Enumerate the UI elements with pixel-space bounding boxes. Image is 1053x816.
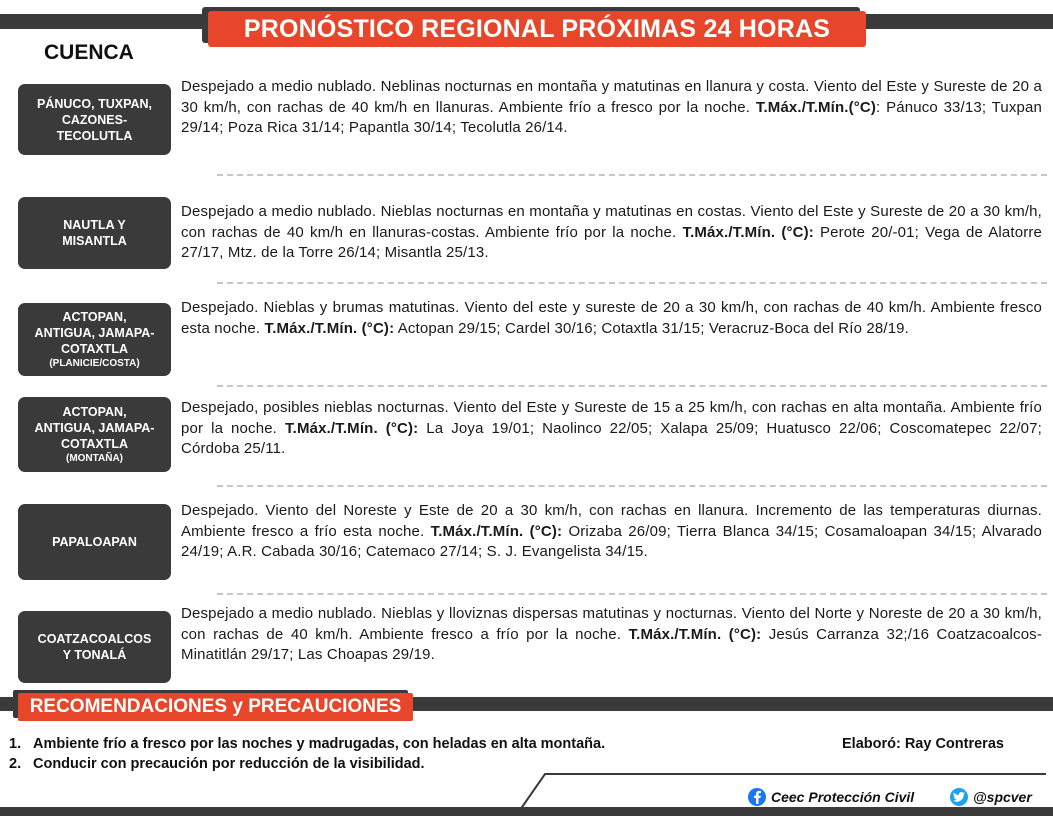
temps-values: : Pánuco 33/13; Tuxpan 29/14; Poza Rica 31/14; Papantla 30/14; Tecolutla 26/14.	[181, 98, 1042, 136]
region-name-line: ACTOPAN,	[62, 310, 127, 324]
twitter-icon	[950, 788, 968, 806]
row-separator	[217, 282, 1047, 284]
temps-label: T.Máx./T.Mín.(°C)	[755, 98, 877, 116]
row-separator	[217, 174, 1047, 176]
region-forecast	[181, 501, 1042, 563]
temps-label: T.Máx./T.Mín. (°C):	[430, 522, 563, 540]
region-name-line: CAZONES-	[61, 112, 128, 127]
region-name-line: Y TONALÁ	[62, 648, 127, 662]
temps-label: T.Máx./T.Mín. (°C):	[628, 625, 762, 643]
recommendation-item: 2. Conducir con precaución por reducción de la visibilidad.	[9, 756, 425, 772]
forecast-text: Despejado a medio nublado. Neblinas nocturnas en montaña y matutinas en llanura y costa. Viento del Este y Sureste de 20 a 30 km/h, con rachas de 40 km/h en llanuras. Ambiente frío a fresco por la noche.	[181, 78, 1042, 116]
forecast-text: Despejado, posibles nieblas nocturnas. Viento del Este y Sureste de 15 a 25 km/h, con rachas en alta montaña. Ambiente frío por la noche.	[181, 399, 1042, 437]
row-separator	[217, 593, 1047, 595]
region-subzone: (PLANICIE/COSTA)	[49, 358, 140, 369]
region-name-line: MISANTLA	[62, 234, 127, 248]
region-name-line: ANTIGUA, JAMAPA-	[34, 326, 155, 340]
facebook-label: Ceec Protección Civil	[771, 789, 915, 805]
forecast-text: Despejado a medio nublado. Nieblas nocturnas en montaña y matutinas en costas. Viento del Este y Sureste de 20 a 30 km/h, con rachas de 40 km/h en llanuras-costas. Ambiente frío por la noche.	[181, 203, 1042, 241]
region-label	[18, 504, 171, 580]
temps-values: Perote 20/-01; Vega de Alatorre 27/17, Mtz. de la Torre 26/14; Misantla 25/13.	[181, 223, 1042, 261]
author-credit: Elaboró: Ray Contreras	[842, 736, 1004, 752]
region-name-line: NAUTLA Y	[63, 218, 126, 232]
region-label	[18, 397, 171, 472]
facebook-icon	[748, 788, 766, 806]
temps-label: T.Máx./T.Mín. (°C):	[284, 419, 419, 437]
temps-values: Jesús Carranza 32;/16 Coatzacoalcos-Minatitlán 29/17; Las Choapas 29/19.	[181, 625, 1042, 663]
temps-values: La Joya 19/01; Naolinco 22/05; Xalapa 25/09; Huatusco 22/06; Coscomatepec 22/07; Córdoba 25/11.	[181, 419, 1042, 457]
page-title: PRONÓSTICO REGIONAL PRÓXIMAS 24 HORAS	[208, 11, 866, 47]
region-label	[18, 84, 171, 155]
region-name-line: COATZACOALCOS	[37, 632, 152, 646]
region-subzone: (MONTAÑA)	[65, 453, 124, 464]
region-forecast	[181, 298, 1042, 339]
region-forecast	[181, 202, 1042, 264]
region-name-line: TECOLUTLA	[56, 128, 133, 143]
temps-label: T.Máx./T.Mín. (°C):	[682, 223, 814, 241]
temps-values: Actopan 29/15; Cardel 30/16; Cotaxtla 31/15; Veracruz-Boca del Río 28/19.	[394, 319, 909, 337]
recommendation-item: 1. Ambiente frío a fresco por las noches y madrugadas, con heladas en alta montaña.	[9, 736, 606, 752]
row-separator	[217, 485, 1047, 487]
region-label	[18, 303, 171, 376]
region-label	[18, 197, 171, 269]
region-label	[18, 611, 171, 683]
region-name-line: ANTIGUA, JAMAPA-	[34, 421, 155, 435]
row-separator	[217, 385, 1047, 387]
recommendations-title: RECOMENDACIONES y PRECAUCIONES	[18, 693, 413, 721]
forecast-text: Despejado. Viento del Noreste y Este de 20 a 30 km/h, con rachas en llanura. Incremento de las temperaturas diurnas. Ambiente fresco a frío esta noche.	[181, 502, 1042, 540]
facebook-link[interactable]	[748, 788, 914, 806]
region-name-line: PÁNUCO, TUXPAN,	[36, 96, 153, 111]
twitter-label: @spcver	[973, 789, 1032, 805]
region-name-line: COTAXTLA	[60, 342, 129, 356]
temps-label: T.Máx./T.Mín. (°C):	[264, 319, 395, 337]
region-forecast	[181, 604, 1042, 666]
region-name-line: PAPALOAPAN	[52, 535, 137, 549]
cuenca-label: CUENCA	[44, 41, 134, 64]
twitter-link[interactable]	[950, 788, 1032, 806]
temps-values: Orizaba 26/09; Tierra Blanca 34/15; Cosamaloapan 34/15; Alvarado 24/19; A.R. Cabada 30/16; Catemaco 27/14; S. J. Evangelista 34/15.	[181, 522, 1042, 560]
forecast-text: Despejado. Nieblas y brumas matutinas. Viento del este y sureste de 20 a 30 km/h, con rachas de 40 km/h. Ambiente fresco esta noche.	[181, 299, 1042, 337]
region-name-line: COTAXTLA	[60, 437, 129, 451]
region-forecast	[181, 398, 1042, 460]
forecast-text: Despejado a medio nublado. Nieblas y lloviznas dispersas matutinas y nocturnas. Viento del Norte y Noreste de 20 a 30 km/h, con rachas de 40 km/h. Ambiente fresco a frío por la noche.	[181, 605, 1042, 643]
region-name-line: ACTOPAN,	[62, 405, 127, 419]
region-forecast	[181, 77, 1042, 139]
